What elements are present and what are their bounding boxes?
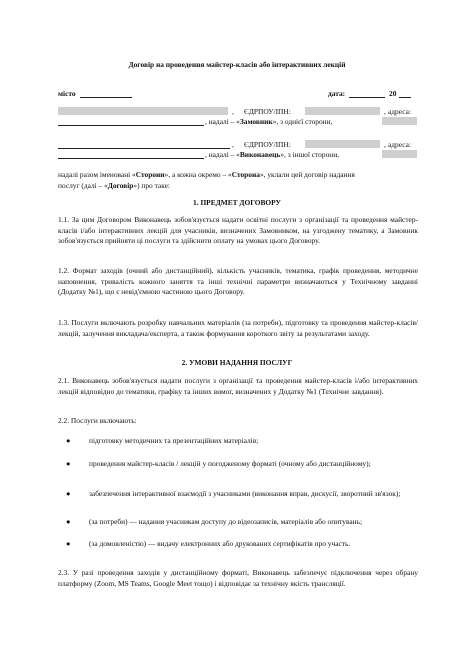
bullet-icon: ● <box>66 436 71 445</box>
executor-edrpou-label: ЄДРПОУ/ІПН: <box>244 140 291 149</box>
city-field[interactable] <box>80 89 132 98</box>
executor-name-field[interactable] <box>58 140 230 149</box>
section-1-heading: 1. ПРЕДМЕТ ДОГОВОРУ <box>193 198 281 207</box>
list-item: підготовку методичних та презентаційних матеріалів; <box>89 436 259 445</box>
customer-edrpou-field[interactable] <box>305 107 380 115</box>
bullet-icon: ● <box>66 517 71 526</box>
customer-designation: , надалі – «Замовник», з однієї сторони, <box>205 117 333 126</box>
bullet-icon: ● <box>66 539 71 548</box>
clause-2-2: 2.2. Послуги включають: <box>58 416 137 425</box>
city-label: місто <box>58 89 76 98</box>
bullet-icon: ● <box>66 489 71 498</box>
year-field[interactable] <box>399 89 411 98</box>
customer-role: Замовник <box>239 117 273 126</box>
section-2-heading: 2. УМОВИ НАДАННЯ ПОСЛУГ <box>181 358 293 367</box>
list-item: проведення майстер-класів / лекцій у погодженому форматі (очному або дистанційному); <box>89 459 371 468</box>
customer-address-extra[interactable] <box>382 117 417 125</box>
customer-address-field[interactable] <box>58 117 204 126</box>
date-label: дата: <box>328 89 346 98</box>
executor-address-label: адреса: <box>388 140 411 149</box>
intro-line-2: послуг (далі – «Договір») про таке: <box>58 181 170 190</box>
list-item: (за потреби) — надання учасникам доступу до відеозаписів, матеріалів або опитувань; <box>89 517 363 526</box>
list-item: (за домовленістю) — видачу електронних або друкованих сертифікатів про участь. <box>89 539 351 548</box>
executor-designation: , надалі – «Виконавець», з іншої сторони, <box>205 150 340 159</box>
executor-role: Виконавець <box>239 150 281 159</box>
executor-edrpou-field[interactable] <box>305 140 380 148</box>
clause-1-1: 1.1. За цим Договором Виконавець зобов'язується надати освітні послуги з організації та проведення майстер-класів і/або інтерактивних лекцій для учасників, визначених Замовником, на узгоджену тематику, а Замовник зобов'язується прийняти ці послуги та здійснити оплату на умовах цього Договору. <box>58 215 418 246</box>
document-title: Договір на проведення майстер-класів або інтерактивних лекцій <box>128 60 346 69</box>
clause-2-3: 2.3. У разі проведення заходів у дистанційному форматі, Виконавець забезпечує підключення через обрану платформу (Zoom, MS Teams, Google Meet тощо) і відповідає за технічну якість трансляції. <box>58 568 418 588</box>
clause-1-2: 1.2. Формат заходів (очний або дистанційний), кількість учасників, тематика, графік проведення, методичне наповнення, тривалість кожного заняття та інші технічні параметри визначаються у Технічному завданні (Додатку №1), що є невід'ємною частиною цього Договору. <box>58 266 418 297</box>
customer-address-label: адреса: <box>388 107 411 116</box>
bullet-icon: ● <box>66 459 71 468</box>
customer-name-field[interactable] <box>58 107 228 115</box>
executor-address-field[interactable] <box>58 150 204 159</box>
clause-1-3: 1.3. Послуги включають розробку навчальних матеріалів (за потреби), підготовку та проведення майстер-класів/лекцій, залучення викладача/експерта, а також формування короткого звіту за результатами заходу. <box>58 318 418 338</box>
date-field[interactable] <box>349 89 385 98</box>
document-page: Договір на проведення майстер-класів або інтерактивних лекцій місто дата: 20 , ЄДРПОУ/ІПН: , адреса: , надалі – «Замовник», з однієї сторони, , ЄДРПОУ/ІПН: , адреса: , надалі – «Виконавець», з іншої сторони, надалі разом іменовані «Сторони», а кожна окремо – «Сторона», уклали цей договір надання послуг (далі – «Договір») про таке: 1. ПРЕДМЕТ ДОГОВОРУ 1.1. За цим Договором Виконавець зобов'язується надати освітні послуги з організації та проведення майстер-класів і/або інтерактивних лекцій для учасників, визначених Замовником, на узгоджену тематику, а Замовник зобов'язується прийняти ці послуги та здійснити оплату на умовах цього Договору. 1.2. Формат заходів (очний або дистанційний), кількість учасників, тематика, графік проведення, методичне наповнення, тривалість кожного заняття та інші технічні параметри визначаються у Технічному завданні (Додатку №1), що є невід'ємною частиною цього Договору. 1.3. Послуги включають розробку навчальних матеріалів (за потреби), підготовку та проведення майстер-класів/лекцій, залучення викладача/експерта, а також формування короткого звіту за результатами заходу. 2. УМОВИ НАДАННЯ ПОСЛУГ 2.1. Виконавець зобов'язується надати послуги з організації та проведення майстер-класів і/або інтерактивних лекцій відповідно до тематики, графіку та інших вимог, визначених у Додатку №1 (Технічне завдання). 2.2. Послуги включають: ● підготовку методичних та презентаційних матеріалів; ● проведення майстер-класів / лекцій у погодженому форматі (очному або дистанційному); ● забезпечення інтерактивної взаємодії з учасниками (виконання вправ, дискусії, зворотний зв'язок); ● (за потреби) — надання учасникам доступу до відеозаписів, матеріалів або опитувань; ● (за домовленістю) — видачу електронних або друкованих сертифікатів про участь. 2.3. У разі проведення заходів у дистанційному форматі, Виконавець забезпечує підключення через обрану платформу (Zoom, MS Teams, Google Meet тощо) і відповідає за технічну якість трансляції. <box>0 0 474 670</box>
list-item: забезпечення інтерактивної взаємодії з учасниками (виконання вправ, дискусії, зворотний зв'язок); <box>89 489 401 498</box>
clause-2-1: 2.1. Виконавець зобов'язується надати послуги з організації та проведення майстер-класів і/або інтерактивних лекцій відповідно до тематики, графіку та інших вимог, визначених у Додатку №1 (Технічне завдання). <box>58 376 418 396</box>
intro-line-1: надалі разом іменовані «Сторони», а кожна окремо – «Сторона», уклали цей договір надання <box>58 170 355 179</box>
customer-edrpou-label: ЄДРПОУ/ІПН: <box>244 107 291 116</box>
executor-address-extra[interactable] <box>382 150 417 158</box>
year-prefix: 20 <box>389 89 397 98</box>
